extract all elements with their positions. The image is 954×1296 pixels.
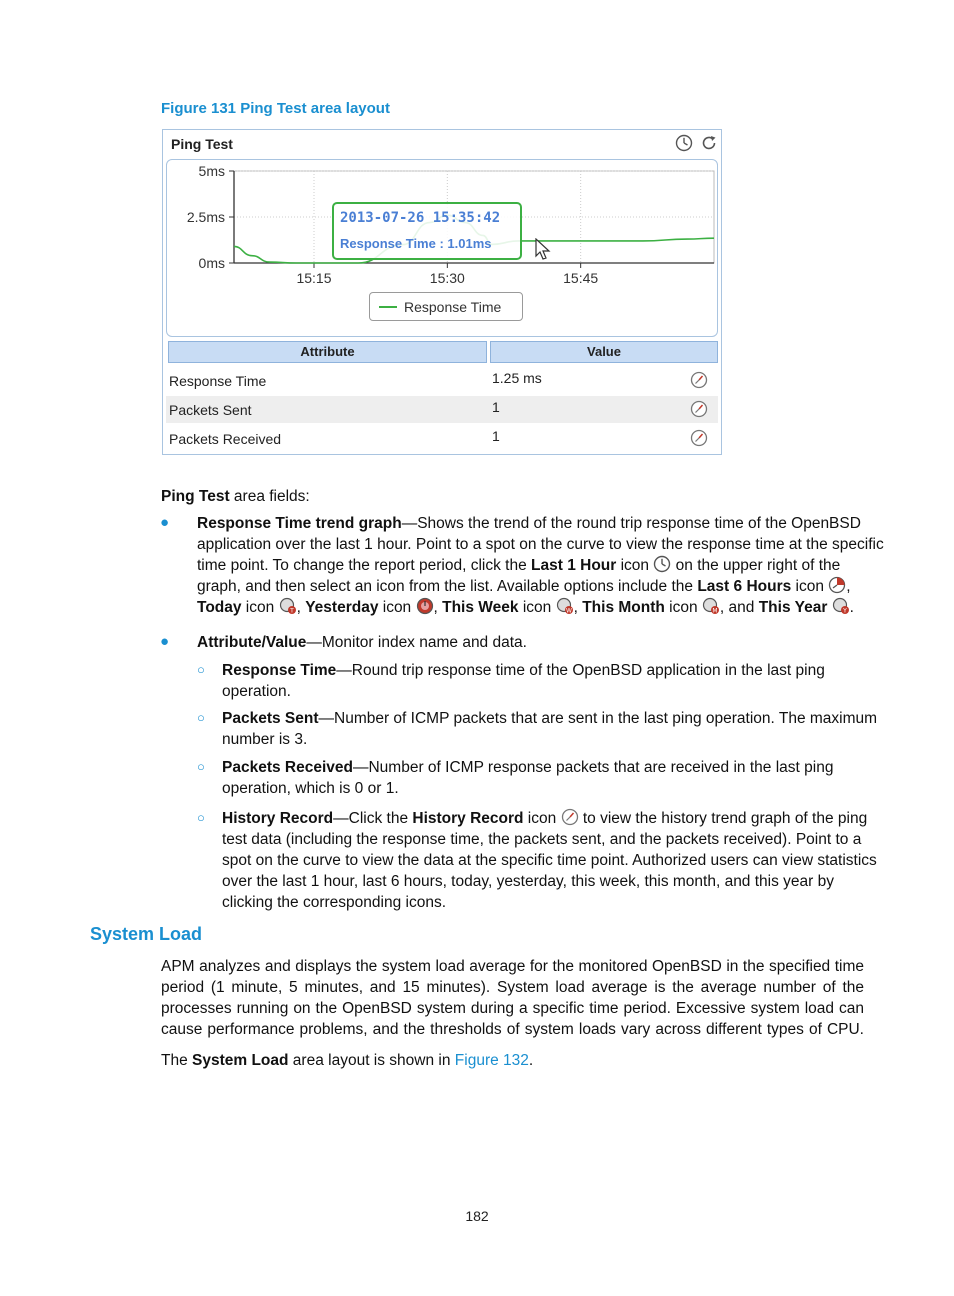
text-run: clicking the corresponding icons. (222, 894, 447, 911)
text-line (222, 681, 825, 702)
text-run: test data (including the response time, the packets sent, and the packets received). Point to a (222, 831, 862, 848)
figure-link[interactable]: Figure 132 (454, 1052, 529, 1069)
text-run: , (296, 599, 306, 616)
history-record-icon[interactable] (690, 400, 708, 418)
text-line (222, 778, 833, 799)
text-run: number is 3. (222, 731, 308, 748)
text-run: —Shows the trend of the round trip response time of the OpenBSD (401, 515, 861, 532)
table-header-attribute: Attribute (168, 341, 487, 363)
bold-term: History Record (412, 810, 524, 827)
text-run: —Number of ICMP packets that are sent in the last ping operation. The maximum (318, 710, 878, 727)
history-record-icon[interactable] (690, 371, 708, 389)
bold-term: Last 1 Hour (531, 557, 617, 574)
text-run: . (849, 599, 854, 616)
sub-bullet-marker: ○ (197, 810, 205, 825)
legend-label: Response Time (404, 299, 502, 315)
bold-term: System Load (192, 1052, 289, 1069)
text-line (197, 576, 884, 597)
layout-reference (161, 1050, 533, 1071)
sub-item-packets-received (222, 757, 833, 799)
text-line (197, 555, 884, 576)
text-run: operation. (222, 683, 291, 700)
x-tick-label: 15:45 (563, 270, 599, 286)
svg-text:W: W (565, 607, 572, 615)
bold-term: Yesterday (305, 599, 379, 616)
bullet-attribute-value (197, 632, 527, 653)
section-heading: System Load (90, 924, 203, 944)
bold-term: Today (197, 599, 242, 616)
mouse-cursor-icon (534, 238, 552, 262)
text-run: icon (378, 599, 416, 616)
this-year-icon (832, 597, 850, 615)
sub-item-packets-sent (222, 708, 877, 750)
text-run: icon (518, 599, 556, 616)
row-value: 1.25 ms (492, 370, 542, 386)
row-attribute: Packets Received (169, 431, 282, 447)
text-line (197, 632, 527, 653)
bold-term: History Record (222, 810, 334, 827)
text-line: processes running on the OpenBSD system during a specific time period. Excessive system load can (161, 1000, 864, 1017)
tooltip-value: Response Time : 1.01ms (340, 236, 492, 251)
bold-term: Response Time (222, 662, 337, 679)
today-icon (279, 597, 297, 615)
bullet-marker: ● (160, 633, 170, 650)
text-run: , (573, 599, 583, 616)
text-run: —Round trip response time of the OpenBSD application in the last ping (336, 662, 825, 679)
sub-item-history-record (222, 808, 877, 913)
table-header-value: Value (490, 341, 718, 363)
yesterday-icon (416, 597, 434, 615)
bold-term: Ping Test (161, 488, 230, 505)
table-row (166, 425, 718, 452)
text-run: spot on the curve to view the data at the specific time point. Authorized users can view statistics (222, 852, 877, 869)
text-run: The (161, 1052, 193, 1069)
bullet-marker: ● (160, 514, 170, 531)
sub-bullet-marker: ○ (197, 759, 205, 774)
text-line (197, 597, 884, 618)
text-run: icon (664, 599, 702, 616)
text-run: icon (791, 578, 829, 595)
svg-text:T: T (289, 607, 294, 615)
chart-legend[interactable] (369, 292, 523, 321)
text-line (197, 534, 884, 555)
svg-text:Y: Y (842, 607, 847, 615)
bold-term: Packets Sent (222, 710, 319, 727)
text-line: period (1 minute, 5 minutes, and 15 minutes). System load average is the average number of the (161, 979, 864, 996)
text-run: icon (241, 599, 279, 616)
text-run: application over the last 1 hour. Point to a spot on the curve to view the response time at the specific (197, 536, 884, 553)
text-line (222, 829, 877, 850)
text-line (222, 850, 877, 871)
x-tick-label: 15:15 (296, 270, 332, 286)
bold-term: Last 6 Hours (697, 578, 792, 595)
bold-term: This Year (758, 599, 828, 616)
text-run: graph, and then select an icon from the list. Available options include the (197, 578, 698, 595)
text-run: area layout is shown in (288, 1052, 455, 1069)
text-run: on the upper right of the (671, 557, 841, 574)
text-line (222, 708, 877, 729)
text-run: . (528, 1052, 534, 1069)
y-tick-label: 2.5ms (186, 209, 225, 225)
text-line (222, 729, 877, 750)
text-run: —Click the (333, 810, 413, 827)
sub-item-response-time (222, 660, 825, 702)
clock-icon[interactable] (675, 134, 693, 152)
text-run: time point. To change the report period, click the (197, 557, 532, 574)
row-attribute: Packets Sent (169, 402, 252, 418)
bold-term: This Week (442, 599, 519, 616)
this-week-icon (556, 597, 574, 615)
history-record-icon (561, 808, 579, 826)
text-run: —Number of ICMP response packets that are received in the last ping (352, 759, 834, 776)
bold-term: This Month (582, 599, 665, 616)
last-6-hours-icon (828, 576, 846, 594)
bold-term: Attribute/Value (197, 634, 307, 651)
text-line (222, 871, 877, 892)
text-line (197, 513, 884, 534)
text-line (222, 808, 877, 829)
bold-term: Packets Received (222, 759, 353, 776)
table-row (166, 396, 718, 423)
text-run: icon (523, 810, 561, 827)
clock-icon (653, 555, 671, 573)
row-attribute: Response Time (169, 373, 267, 389)
history-record-icon[interactable] (690, 429, 708, 447)
bullet-response-time-graph (197, 513, 884, 618)
text-run: to view the history trend graph of the ping (578, 810, 868, 827)
legend-line (379, 306, 397, 308)
y-tick-label: 5ms (198, 163, 225, 179)
bold-term: Response Time trend graph (197, 515, 402, 532)
figure-caption: Figure 131 Ping Test area layout (161, 100, 390, 117)
text-line: cause performance problems, and the thresholds of system loads vary across different types of CPU. (161, 1021, 864, 1038)
row-value: 1 (492, 399, 500, 415)
intro-line (161, 486, 310, 507)
row-value: 1 (492, 428, 500, 444)
table-row (166, 367, 718, 394)
refresh-icon[interactable] (700, 134, 718, 152)
text-run: over the last 1 hour, last 6 hours, today, yesterday, this week, this month, and this year by (222, 873, 834, 890)
page-number: 182 (465, 1208, 489, 1224)
x-tick-label: 15:30 (429, 270, 465, 286)
text-run: , (846, 578, 851, 595)
text-run: , and (719, 599, 759, 616)
text-run: —Monitor index name and data. (306, 634, 527, 651)
text-line (222, 757, 833, 778)
text-line: APM analyzes and displays the system load average for the monitored OpenBSD in the specified time (161, 958, 864, 975)
y-tick-label: 0ms (198, 255, 225, 271)
text-run: area fields: (229, 488, 310, 505)
chart-tooltip (332, 202, 522, 260)
text-run: , (433, 599, 443, 616)
tooltip-time: 2013-07-26 15:35:42 (340, 210, 501, 226)
system-load-paragraph (161, 956, 864, 1040)
svg-text:M: M (712, 607, 718, 615)
text-line (222, 892, 877, 913)
text-run: operation, which is 0 or 1. (222, 780, 399, 797)
this-month-icon (702, 597, 720, 615)
widget-title: Ping Test (171, 136, 233, 152)
text-line (222, 660, 825, 681)
sub-bullet-marker: ○ (197, 710, 205, 725)
text-run: icon (616, 557, 654, 574)
sub-bullet-marker: ○ (197, 662, 205, 677)
